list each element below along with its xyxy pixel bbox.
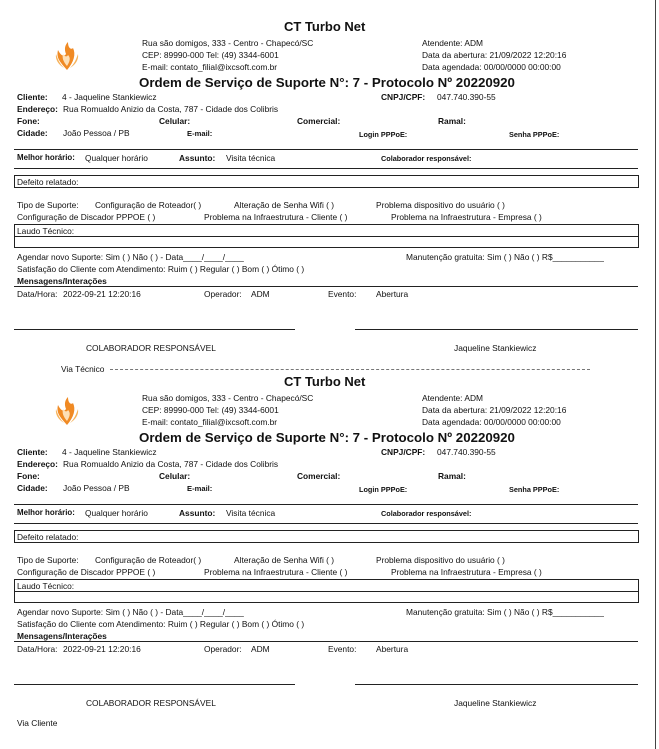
divider [14, 523, 638, 524]
defeito-box [14, 530, 639, 543]
interaction-operador-value: ADM [251, 289, 270, 299]
signature-line-colaborador [14, 329, 295, 330]
assunto-value: Visita técnica [226, 153, 276, 163]
manutencao-gratuita: Manutenção gratuita: Sim ( ) Não ( ) R$___________ [406, 607, 604, 617]
interaction-data-label: Data/Hora: [17, 644, 58, 654]
laudo-box [14, 579, 639, 603]
cliente-label: Cliente: [17, 92, 48, 102]
cidade-label: Cidade: [17, 128, 48, 138]
opt-discador: Configuração de Discador PPPOE ( ) [17, 567, 156, 577]
endereco-label: Endereço: [17, 459, 58, 469]
login-pppoe-label: Login PPPoE: [359, 485, 408, 494]
cnpj-value: 047.740.390-55 [437, 92, 496, 102]
email-label: E-mail: [187, 129, 213, 138]
atendente: Atendente: ADM [422, 38, 483, 48]
divider [14, 149, 638, 150]
tipo-suporte-label: Tipo de Suporte: [17, 555, 79, 565]
agendar-suporte: Agendar novo Suporte: Sim ( ) Não ( ) - Data____/____/____ [17, 607, 244, 617]
interaction-operador-label: Operador: [204, 289, 242, 299]
data-abertura: Data da abertura: 21/09/2022 12:20:16 [422, 405, 567, 415]
company-logo-icon [52, 395, 82, 427]
company-address: Rua são domigos, 333 - Centro - Chapecó/SC [142, 393, 314, 403]
tipo-suporte-label: Tipo de Suporte: [17, 200, 79, 210]
via-cliente-label: Via Cliente [17, 718, 58, 728]
celular-label: Celular: [159, 116, 191, 126]
cidade-value: João Pessoa / PB [63, 483, 130, 493]
divider [14, 641, 638, 642]
fone-label: Fone: [17, 116, 40, 126]
opt-infra-cliente: Problema na Infraestrutura - Cliente ( ) [204, 567, 348, 577]
signature-cliente: Jaqueline Stankiewicz [454, 343, 537, 353]
manutencao-gratuita: Manutenção gratuita: Sim ( ) Não ( ) R$___________ [406, 252, 604, 262]
cnpj-label: CNPJ/CPF: [381, 92, 426, 102]
opt-roteador: Configuração de Roteador( ) [95, 200, 202, 210]
cidade-label: Cidade: [17, 483, 48, 493]
login-pppoe-label: Login PPPoE: [359, 130, 408, 139]
opt-senha-wifi: Alteração de Senha Wifi ( ) [234, 555, 335, 565]
comercial-label: Comercial: [297, 116, 341, 126]
interaction-evento-value: Abertura [376, 289, 409, 299]
interaction-data-value: 2022-09-21 12:20:16 [63, 289, 141, 299]
divider [14, 286, 638, 287]
signature-cliente: Jaqueline Stankiewicz [454, 698, 537, 708]
interaction-data-label: Data/Hora: [17, 289, 58, 299]
agendar-suporte: Agendar novo Suporte: Sim ( ) Não ( ) - Data____/____/____ [17, 252, 244, 262]
senha-pppoe-label: Senha PPPoE: [509, 485, 560, 494]
assunto-label: Assunto: [179, 508, 216, 518]
atendente: Atendente: ADM [422, 393, 483, 403]
company-address: Rua são domigos, 333 - Centro - Chapecó/SC [142, 38, 314, 48]
colaborador-label: Colaborador responsável: [381, 154, 472, 163]
opt-discador: Configuração de Discador PPPOE ( ) [17, 212, 156, 222]
melhor-horario-label: Melhor horário: [17, 153, 75, 162]
endereco-label: Endereço: [17, 104, 58, 114]
opt-infra-empresa: Problema na Infraestrutura - Empresa ( ) [391, 567, 542, 577]
assunto-label: Assunto: [179, 153, 216, 163]
divider [14, 168, 638, 169]
cnpj-value: 047.740.390-55 [437, 447, 496, 457]
endereco-value: Rua Romualdo Anizio da Costa, 787 - Cidade dos Colibris [63, 459, 279, 469]
cnpj-label: CNPJ/CPF: [381, 447, 426, 457]
mensagens-heading: Mensagens/Interações [17, 631, 107, 641]
comercial-label: Comercial: [297, 471, 341, 481]
divider [14, 504, 638, 505]
signature-line-cliente [355, 329, 638, 330]
interaction-operador-value: ADM [251, 644, 270, 654]
ramal-label: Ramal: [438, 116, 466, 126]
melhor-horario-value: Qualquer horário [85, 153, 148, 163]
laudo-label: Laudo Técnico: [17, 581, 75, 591]
company-email: E-mail: contato_filial@ixcsoft.com.br [142, 417, 278, 427]
defeito-label: Defeito relatado: [17, 177, 79, 187]
company-name: CT Turbo Net [284, 374, 366, 389]
signature-colaborador: COLABORADOR RESPONSÁVEL [86, 343, 216, 353]
os-title: Ordem de Serviço de Suporte N°: 7 - Protocolo Nº 20220920 [139, 430, 515, 445]
opt-roteador: Configuração de Roteador( ) [95, 555, 202, 565]
melhor-horario-label: Melhor horário: [17, 508, 75, 517]
assunto-value: Visita técnica [226, 508, 276, 518]
interaction-evento-value: Abertura [376, 644, 409, 654]
laudo-label: Laudo Técnico: [17, 226, 75, 236]
interaction-operador-label: Operador: [204, 644, 242, 654]
cidade-value: João Pessoa / PB [63, 128, 130, 138]
cliente-label: Cliente: [17, 447, 48, 457]
colaborador-label: Colaborador responsável: [381, 509, 472, 518]
interaction-evento-label: Evento: [328, 289, 357, 299]
satisfacao-cliente: Satisfação do Cliente com Atendimento: Ruim ( ) Regular ( ) Bom ( ) Ótimo ( ) [17, 264, 305, 274]
celular-label: Celular: [159, 471, 191, 481]
os-title: Ordem de Serviço de Suporte N°: 7 - Protocolo Nº 20220920 [139, 75, 515, 90]
service-order-copy [0, 0, 659, 353]
cliente-value: 4 - Jaqueline Stankiewicz [62, 92, 157, 102]
opt-senha-wifi: Alteração de Senha Wifi ( ) [234, 200, 335, 210]
fone-label: Fone: [17, 471, 40, 481]
data-agendada: Data agendada: 00/00/0000 00:00:00 [422, 417, 561, 427]
company-cep-tel: CEP: 89990-000 Tel: (49) 3344-6001 [142, 50, 279, 60]
laudo-box [14, 224, 639, 248]
interaction-evento-label: Evento: [328, 644, 357, 654]
company-cep-tel: CEP: 89990-000 Tel: (49) 3344-6001 [142, 405, 279, 415]
company-email: E-mail: contato_filial@ixcsoft.com.br [142, 62, 278, 72]
via-tecnico-label: Via Técnico [61, 364, 105, 374]
opt-dispositivo: Problema dispositivo do usuário ( ) [376, 555, 505, 565]
defeito-box [14, 175, 639, 188]
cut-line [110, 369, 590, 370]
senha-pppoe-label: Senha PPPoE: [509, 130, 560, 139]
email-label: E-mail: [187, 484, 213, 493]
cliente-value: 4 - Jaqueline Stankiewicz [62, 447, 157, 457]
divider [15, 236, 638, 237]
signature-line-cliente [355, 684, 638, 685]
interaction-data-value: 2022-09-21 12:20:16 [63, 644, 141, 654]
data-agendada: Data agendada: 00/00/0000 00:00:00 [422, 62, 561, 72]
opt-dispositivo: Problema dispositivo do usuário ( ) [376, 200, 505, 210]
ramal-label: Ramal: [438, 471, 466, 481]
divider [15, 591, 638, 592]
satisfacao-cliente: Satisfação do Cliente com Atendimento: Ruim ( ) Regular ( ) Bom ( ) Ótimo ( ) [17, 619, 305, 629]
endereco-value: Rua Romualdo Anizio da Costa, 787 - Cidade dos Colibris [63, 104, 279, 114]
defeito-label: Defeito relatado: [17, 532, 79, 542]
mensagens-heading: Mensagens/Interações [17, 276, 107, 286]
melhor-horario-value: Qualquer horário [85, 508, 148, 518]
opt-infra-cliente: Problema na Infraestrutura - Cliente ( ) [204, 212, 348, 222]
signature-line-colaborador [14, 684, 295, 685]
company-logo-icon [52, 40, 82, 72]
opt-infra-empresa: Problema na Infraestrutura - Empresa ( ) [391, 212, 542, 222]
data-abertura: Data da abertura: 21/09/2022 12:20:16 [422, 50, 567, 60]
service-order-copy [0, 355, 659, 708]
company-name: CT Turbo Net [284, 19, 366, 34]
signature-colaborador: COLABORADOR RESPONSÁVEL [86, 698, 216, 708]
